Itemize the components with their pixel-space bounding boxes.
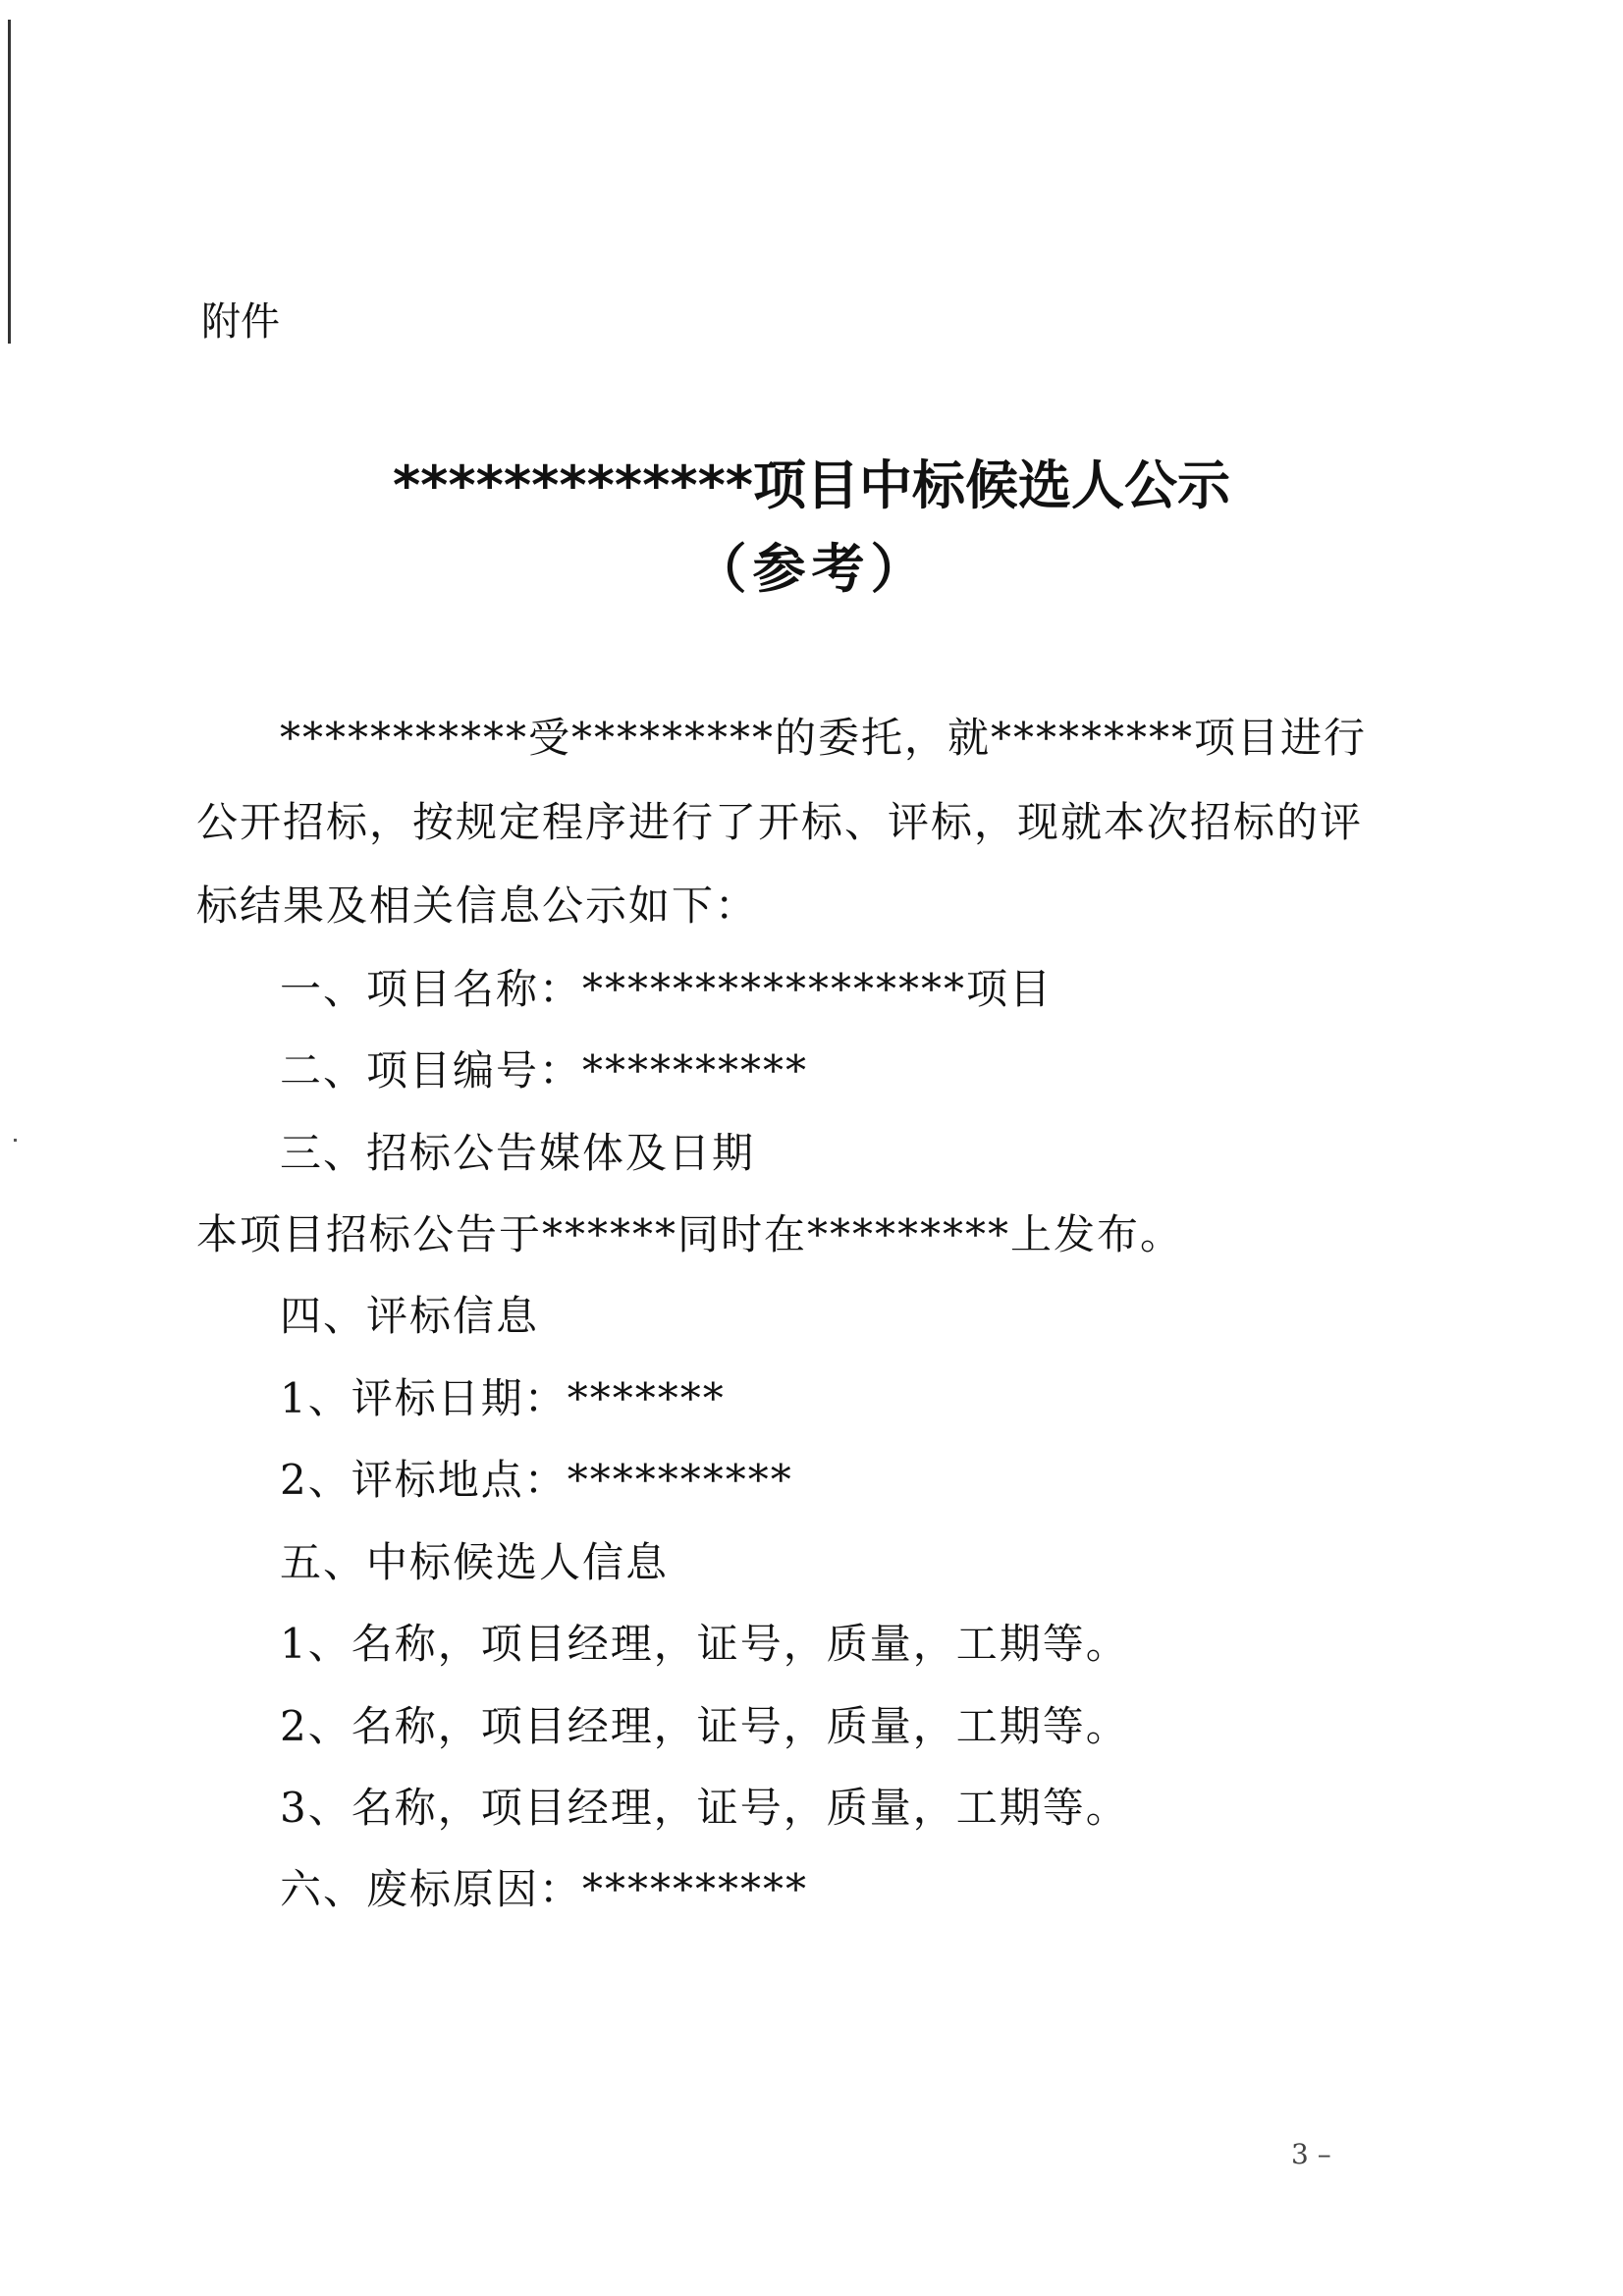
scan-edge-mark [8,20,11,344]
evaluation-location: 2、评标地点：********** [280,1456,793,1504]
document-title: *************项目中标候选人公示 [392,454,1231,516]
intro-line-3: 标结果及相关信息公示如下： [196,881,759,930]
section-project-name: 一、项目名称：*****************项目 [280,965,1054,1013]
section-project-number: 二、项目编号：********** [280,1046,809,1095]
section-announcement-media: 三、招标公告媒体及日期 [280,1129,756,1177]
scan-dot-mark [14,1139,17,1142]
intro-line-2: 公开招标，按规定程序进行了开标、评标，现就本次招标的评 [196,798,1364,846]
section-announcement-body: 本项目招标公告于******同时在*********上发布。 [196,1210,1184,1258]
candidate-item: 3、名称，项目经理，证号，质量，工期等。 [280,1784,1129,1832]
page-number: 3 – [1291,2138,1331,2170]
candidate-item: 1、名称，项目经理，证号，质量，工期等。 [280,1620,1129,1668]
evaluation-date: 1、评标日期：******* [280,1374,726,1422]
section-disqualification-reason: 六、废标原因：********** [280,1865,809,1913]
attachment-label: 附件 [201,299,280,345]
intro-line-1: ***********受*********的委托，就*********项目进行 [280,714,1368,762]
section-candidate-info: 五、中标候选人信息 [280,1538,670,1586]
document-subtitle: （参考） [693,538,930,600]
candidate-item: 2、名称，项目经理，证号，质量，工期等。 [280,1702,1129,1750]
section-evaluation-info: 四、评标信息 [280,1292,540,1340]
